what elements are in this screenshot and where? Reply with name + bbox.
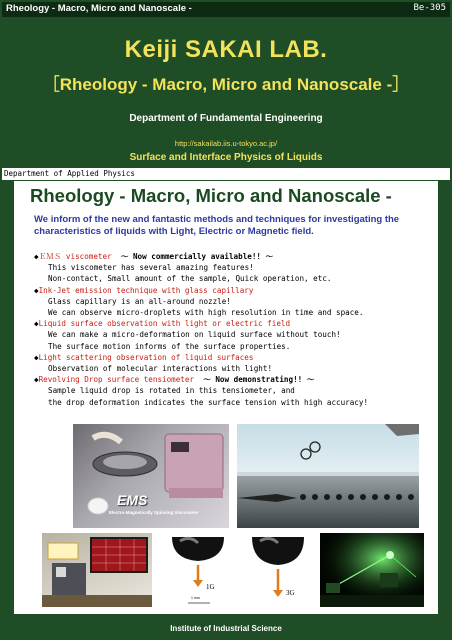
item-heading: ＥＭＳ viscometer	[38, 252, 112, 261]
list-item	[34, 251, 438, 285]
lab-setup-photo	[42, 533, 152, 607]
diamond-bullet-icon: ◆	[34, 319, 39, 329]
scale-bar-label: 1 mm	[191, 596, 200, 600]
item-note: ～ Now commercially available!! ～	[120, 252, 274, 261]
research-list	[34, 251, 438, 408]
item-line: This viscometer has several amazing features!	[48, 263, 254, 273]
item-line: Observation of molecular interactions with light!	[48, 364, 273, 374]
ems-logo-text: EMS	[117, 492, 148, 508]
diamond-bullet-icon: ◆	[34, 375, 39, 385]
intro-text: We inform of the new and fantastic methods and techniques for investigating the characteristics of liquids with Light, Electric or Magnetic field.	[34, 214, 400, 237]
item-line: the drop deformation indicates the surface tension with high accuracy!	[48, 397, 369, 407]
item-line: We can make a micro-deformation on liquid surface without touch!	[48, 330, 341, 340]
header-title: Rheology - Macro, Micro and Nanoscale -	[6, 3, 192, 14]
diamond-bullet-icon: ◆	[34, 352, 39, 362]
item-note: ～ Now demonstrating!! ～	[203, 375, 315, 385]
label-1g: 1G	[206, 583, 215, 591]
hero	[0, 18, 452, 168]
diamond-bullet-icon: ◆	[34, 252, 39, 261]
item-line: We can observe micro-droplets with high resolution in time and space.	[48, 308, 364, 318]
item-heading: Ink-Jet emission technique with glass capillary	[38, 285, 254, 295]
lab-name: Keiji SAKAI LAB.	[124, 36, 328, 63]
lab-url-link[interactable]: http://sakailab.iis.u-tokyo.ac.jp/	[174, 139, 278, 148]
list-item	[34, 374, 438, 408]
top-bar	[2, 2, 450, 17]
item-line: Sample liquid drop is rotated in this tensiometer, and	[48, 386, 295, 396]
item-heading: Light scattering observation of liquid surfaces	[38, 352, 254, 362]
list-item	[34, 318, 438, 352]
list-item	[34, 285, 438, 319]
item-line: Glass capillary is an all-around nozzle!	[48, 296, 231, 306]
laser-experiment-photo	[320, 533, 424, 607]
ink-jet-droplet-photo	[237, 424, 419, 528]
department: Department of Fundamental Engineering	[129, 113, 323, 124]
label-3g: 3G	[286, 589, 295, 597]
applied-physics-bar	[2, 168, 450, 180]
ems-logo-caption: Electro-Magnetically Spinning Viscometer	[109, 510, 199, 515]
item-heading: Liquid surface observation with light or electric field	[38, 319, 291, 329]
content-title: Rheology - Macro, Micro and Nanoscale -	[30, 185, 392, 206]
ems-viscometer-photo	[73, 424, 229, 528]
diamond-bullet-icon: ◆	[34, 285, 39, 295]
footer-institute: Institute of Industrial Science	[170, 624, 282, 633]
drop-deformation-photo	[170, 533, 310, 607]
item-heading: Revolving Drop surface tensiometer	[38, 375, 195, 385]
content-panel	[14, 181, 438, 614]
hero-subtitle: ［Rheology - Macro, Micro and Nanoscale -］	[42, 75, 410, 94]
item-line: The surface motion informs of the surface properties.	[48, 341, 291, 351]
applied-dept-label: Department of Applied Physics	[4, 169, 135, 178]
list-item	[34, 352, 438, 374]
item-line: Non-contact, Small amount of the sample, Quick operation, etc.	[48, 274, 332, 284]
poster-code: Be-305	[413, 3, 446, 13]
research-topic: Surface and Interface Physics of Liquids	[129, 152, 323, 163]
